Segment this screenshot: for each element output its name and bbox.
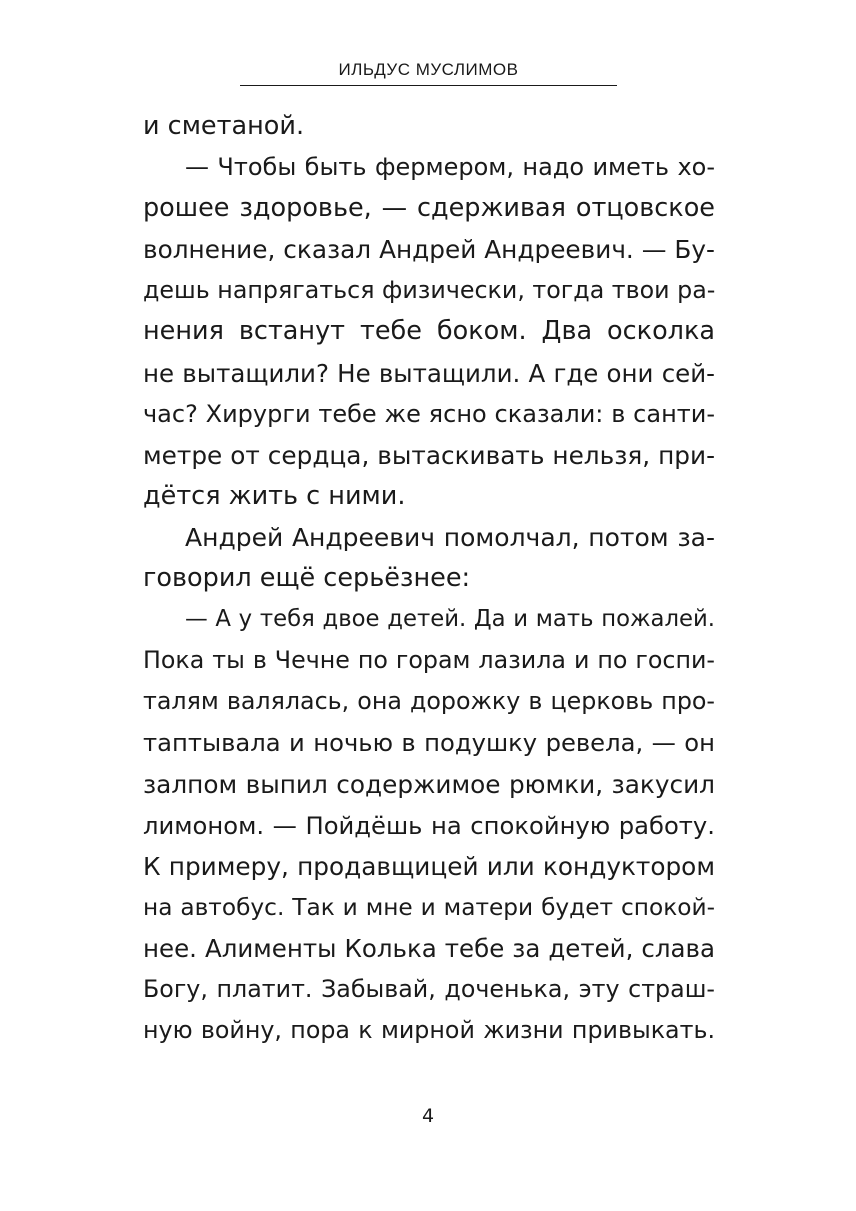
- text-line: метре от сердца, вытаскивать нельзя, при-: [143, 440, 715, 470]
- text-line: дётся жить с ними.: [143, 480, 406, 511]
- text-line: ную войну, пора к мирной жизни привыкать.: [143, 1016, 715, 1045]
- text-line: говорил ещё серьёзнее:: [143, 563, 471, 594]
- page-number: 4: [421, 1105, 435, 1127]
- text-line: залпом выпил содержимое рюмки, закусил: [143, 769, 715, 799]
- text-line: — А у тебя двое детей. Да и мать пожалей.: [185, 606, 715, 633]
- text-line: рошее здоровье, — сдерживая отцовское: [143, 193, 715, 224]
- running-head-author: ИЛЬДУС МУСЛИМОВ: [338, 60, 519, 79]
- running-head-rule: [240, 85, 617, 86]
- text-line: волнение, сказал Андрей Андреевич. — Бу-: [143, 235, 715, 265]
- text-line: дешь напрягаться физически, тогда твои ра-: [143, 276, 716, 305]
- text-line: лимоном. — Пойдёшь на спокойную работу.: [143, 810, 715, 840]
- text-line: и сметаной.: [143, 111, 305, 141]
- text-line: талям валялась, она дорожку в церковь про-: [143, 687, 715, 716]
- text-line: нения встанут тебе боком. Два осколка: [143, 316, 715, 347]
- text-line: таптывала и ночью в подушку ревела, — он: [143, 728, 715, 758]
- text-line: К примеру, продавщицей или кондуктором: [143, 851, 715, 881]
- text-line: нее. Алименты Колька тебе за детей, слава: [143, 933, 715, 963]
- text-line: не вытащили? Не вытащили. А где они сей-: [143, 358, 715, 388]
- text-line: Андрей Андреевич помолчал, потом за-: [185, 522, 715, 552]
- text-line: Пока ты в Чечне по горам лазила и по госпи-: [143, 646, 715, 675]
- text-line: Богу, платит. Забывай, доченька, эту страш-: [143, 974, 715, 1003]
- body-text: [143, 106, 715, 1051]
- text-line: — Чтобы быть фермером, надо иметь хо-: [185, 153, 715, 182]
- text-line: на автобус. Так и мне и матери будет спокой-: [143, 893, 715, 921]
- text-line: час? Хирурги тебе же ясно сказали: в санти-: [143, 399, 715, 428]
